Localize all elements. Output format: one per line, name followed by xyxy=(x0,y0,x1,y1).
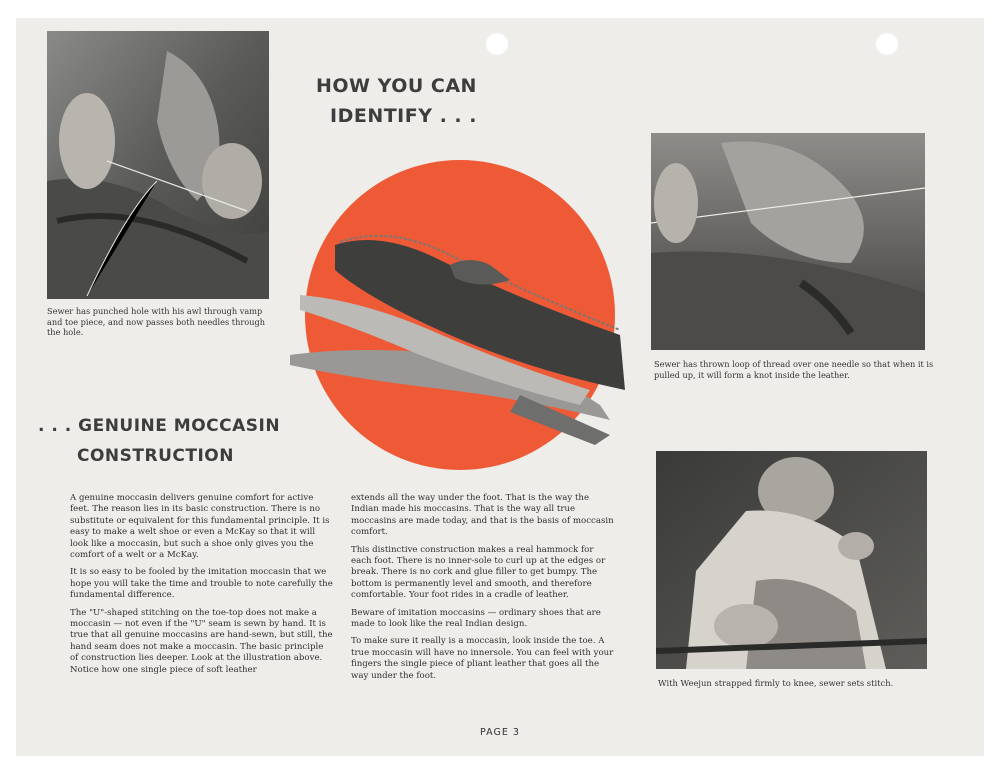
article-column-1 xyxy=(70,493,333,682)
article-column-2 xyxy=(351,493,615,688)
paragraph: A genuine moccasin delivers genuine comfort for active feet. The reason lies in its basic construction. There is no substitute or equivalent for this fundamental principle. It is easy to make a welt shoe or even a McKay so that it will look like a moccasin, but such a shoe only gives you the comfort of a welt or a McKay. xyxy=(70,493,330,561)
photo-thread-loop xyxy=(651,133,925,350)
page-title: HOW YOU CAN xyxy=(316,75,477,97)
section-heading: . . . GENUINE MOCCASIN xyxy=(38,416,281,436)
paragraph: This distinctive construction makes a real hammock for each foot. There is no inner-sole to curl up at the edges or break. There is no cork and glue filler to get bumpy. The bottom is permanently level and smooth, and therefore comfortable. Your foot rides in a cradle of leather. xyxy=(351,544,606,601)
paragraph: The "U"-shaped stitching on the toe-top does not make a moccasin — not even if the "U" seam is sewn by hand. It is true that all genuine moccasins are hand-sewn, but still, the hand seam does not make a moccasin. The basic principle of construction lies deeper. Look at the illustration above. Notice how one single piece of soft leather xyxy=(70,607,333,675)
section-heading: CONSTRUCTION xyxy=(77,446,234,466)
page-number: PAGE 3 xyxy=(480,727,520,738)
photo-caption: Sewer has thrown loop of thread over one needle so that when it is pulled up, it will form a knot inside the leather. xyxy=(654,359,934,380)
photo-caption: Sewer has punched hole with his awl through vamp and toe piece, and now passes both needles through the hole. xyxy=(47,306,265,337)
punch-hole-icon xyxy=(486,33,508,55)
photo-caption: With Weejun strapped firmly to knee, sewer sets stitch. xyxy=(658,678,894,688)
paragraph: extends all the way under the foot. That is the way the Indian made his moccasins. That is the way all true moccasins are made today, and that is the basis of moccasin comfort. xyxy=(351,493,614,538)
moccasin-illustration xyxy=(280,150,640,480)
page-title: IDENTIFY . . . xyxy=(330,105,477,127)
paragraph: It is so easy to be fooled by the imitation moccasin that we hope you will take the time and trouble to note carefully the fundamental difference. xyxy=(70,567,333,601)
paragraph: To make sure it really is a moccasin, look inside the toe. A true moccasin will have no innersole. You can feel with your fingers the single piece of pliant leather that goes all the way under the foot. xyxy=(351,636,614,681)
photo-awl-stitching xyxy=(47,31,269,299)
paragraph: Beware of imitation moccasins — ordinary shoes that are made to look like the real Indian design. xyxy=(351,607,601,630)
punch-hole-icon xyxy=(876,33,898,55)
photo-sewer-setting-stitch xyxy=(656,451,927,669)
